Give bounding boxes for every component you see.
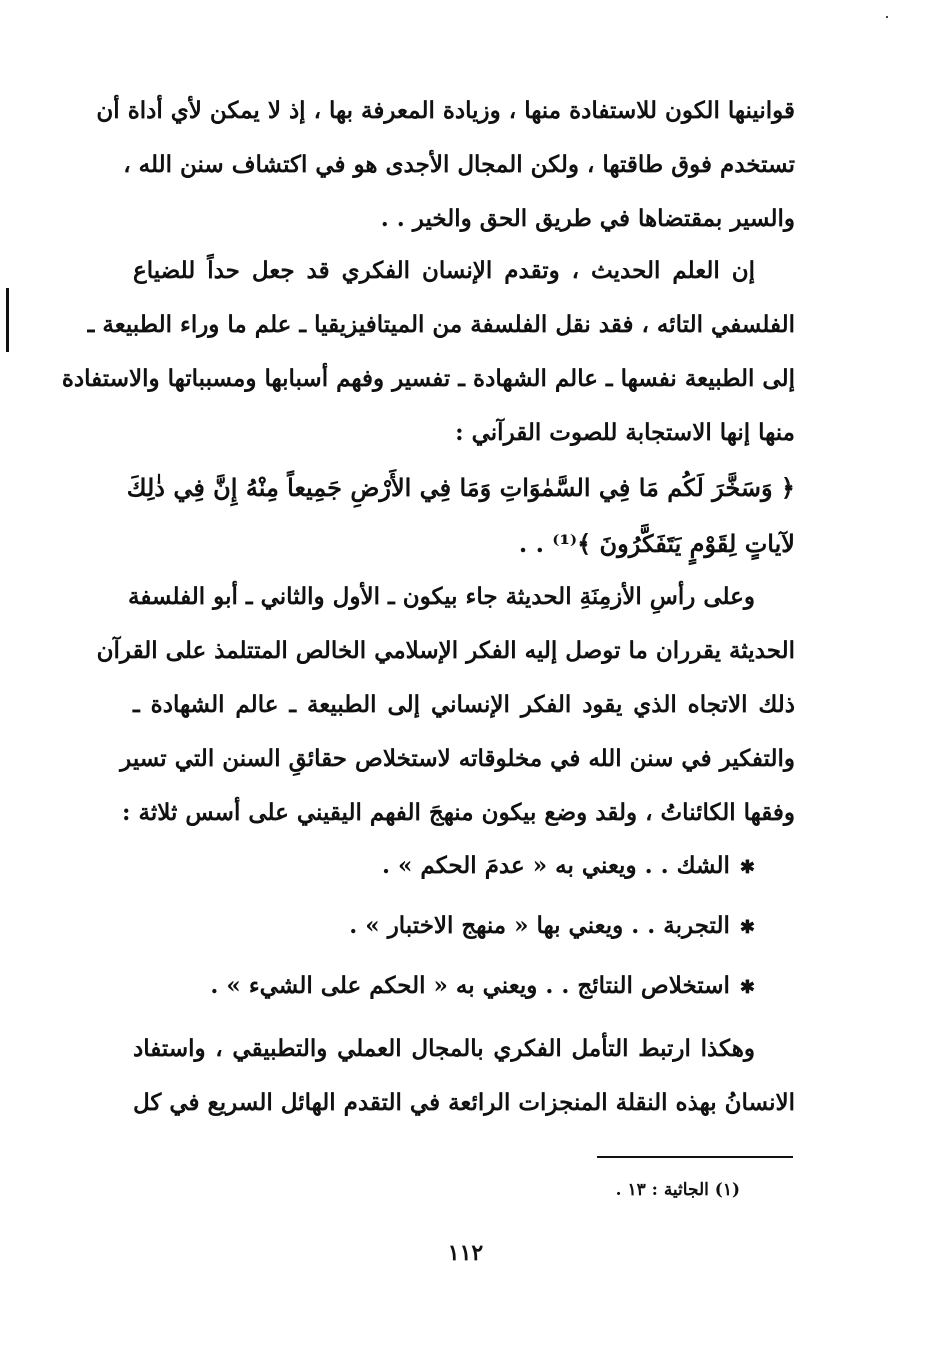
paragraph-line: إلى الطبيعة نفسها ـ عالم الشهادة ـ تفسير وفهم أسبابها ومسبباتها والاستفادة xyxy=(61,365,795,392)
paragraph-line: الفلسفي التائه ، فقد نقل الفلسفة من الميتافيزيقيا ـ علم ما وراء الطبيعة ـ xyxy=(87,311,795,338)
bullet-text: التجربة . . ويعني بها « منهج الاختبار » . xyxy=(349,912,730,939)
paragraph-line: والسير بمقتضاها في طريق الحق والخير . . xyxy=(380,205,795,232)
paragraph-line: إن العلم الحديث ، وتقدم الإنسان الفكري قد جعل حداً للضياع xyxy=(133,257,755,284)
verse-line: لآياتٍ لِقَوْمٍ يَتَفَكَّرُونَ ﴾⁽¹⁾ . . xyxy=(518,529,795,558)
paragraph-line: وعلى رأسِ الأزمِنَةِ الحديثة جاء بيكون ـ الأول والثاني ـ أبو الفلسفة xyxy=(128,583,755,610)
asterisk-icon: ✱ xyxy=(739,857,755,878)
paragraph-line: ذلك الاتجاه الذي يقود الفكر الإنساني إلى الطبيعة ـ عالم الشهادة ـ xyxy=(133,691,795,718)
page-number: ١١٢ xyxy=(447,1240,484,1266)
bullet-item xyxy=(133,956,795,1016)
scan-speck xyxy=(886,16,888,18)
bullet-item xyxy=(133,896,795,956)
bullet-list xyxy=(133,836,795,1016)
paragraph-1 xyxy=(96,84,795,246)
paragraph-line: منها إنها الاستجابة للصوت القرآني : xyxy=(455,419,795,446)
verse-line: ﴿ وَسَخَّرَ لَكُم مَا فِي السَّمٰوَاتِ وَمَا فِي الأَرْضِ جَمِيعاً مِنْهُ إِنَّ فِي ذٰلِكَ xyxy=(126,473,795,502)
margin-bar xyxy=(6,288,9,352)
bullet-item xyxy=(133,836,795,896)
footnote-divider xyxy=(597,1156,793,1158)
bullet-text: الشك . . ويعني به « عدمَ الحكم » . xyxy=(382,852,730,879)
asterisk-icon: ✱ xyxy=(739,917,755,938)
quran-verse xyxy=(126,460,795,572)
paragraph-line: قوانينها الكون للاستفادة منها ، وزيادة المعرفة بها ، إذ لا يمكن لأي أداة أن xyxy=(96,97,795,124)
paragraph-line: تستخدم فوق طاقتها ، ولكن المجال الأجدى هو في اكتشاف سنن الله ، xyxy=(123,151,795,178)
paragraph-4 xyxy=(133,1022,795,1130)
paragraph-line: وهكذا ارتبط التأمل الفكري بالمجال العملي والتطبيقي ، واستفاد xyxy=(133,1035,755,1062)
bullet-text: استخلاص النتائج . . ويعني به « الحكم على الشيء » . xyxy=(210,972,730,999)
paragraph-line: الانسانُ بهذه النقلة المنجزات الرائعة في التقدم الهائل السريع في كل xyxy=(132,1089,795,1116)
paragraph-line: وفقها الكائناتُ ، ولقد وضع بيكون منهجَ الفهم اليقيني على أسس ثلاثة : xyxy=(122,799,795,826)
asterisk-icon: ✱ xyxy=(739,977,755,998)
footnote: (١) الجاثية : ١٣ . xyxy=(615,1180,740,1200)
paragraph-2 xyxy=(61,244,795,460)
paragraph-3 xyxy=(96,570,795,840)
paragraph-line: الحديثة يقرران ما توصل إليه الفكر الإسلامي الخالص المتتلمذ على القرآن xyxy=(96,637,795,664)
paragraph-line: والتفكير في سنن الله في مخلوقاته لاستخلاص حقائقِ السنن التي تسير xyxy=(120,745,795,772)
